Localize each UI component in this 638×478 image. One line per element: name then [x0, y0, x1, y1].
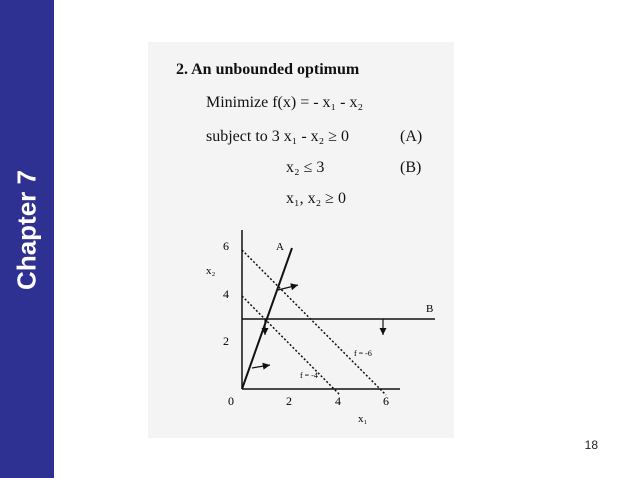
constraint-b-tag: (B): [400, 159, 422, 176]
y-tick-4: 4: [223, 287, 229, 301]
y-axis-label: x₂: [206, 265, 216, 277]
y-tick-2: 2: [223, 334, 229, 348]
contour-f-minus6-label: f = -6: [354, 349, 372, 358]
arrow-a-top: [278, 285, 298, 290]
line-b-label: B: [426, 303, 434, 315]
line-a-label: A: [276, 241, 284, 253]
constraint-a-tag: (A): [400, 128, 423, 145]
objective-function: Minimize f(x) = - x₁ - x₂: [206, 94, 364, 111]
x-tick-6: 6: [383, 394, 389, 408]
x-tick-4: 4: [335, 394, 341, 408]
constraint-b: x₂ ≤ 3: [286, 159, 325, 176]
contour-f-minus4-label: f = -4: [300, 371, 318, 380]
page-number: 18: [584, 438, 598, 452]
x-tick-0: 0: [228, 394, 234, 408]
constraint-a: subject to 3 x₁ - x₂ ≥ 0: [206, 128, 350, 145]
problem-title: 2. An unbounded optimum: [176, 61, 360, 78]
arrow-a-bottom: [252, 365, 270, 368]
x-axis-label: x₁: [358, 413, 368, 425]
y-tick-6: 6: [223, 239, 229, 253]
x-tick-2: 2: [286, 394, 292, 408]
chapter-label: Chapter 7: [11, 170, 42, 290]
feasible-region-graph: [190, 230, 450, 430]
sidebar: [0, 0, 54, 478]
nonnegativity-constraint: x₁, x₂ ≥ 0: [286, 190, 346, 207]
